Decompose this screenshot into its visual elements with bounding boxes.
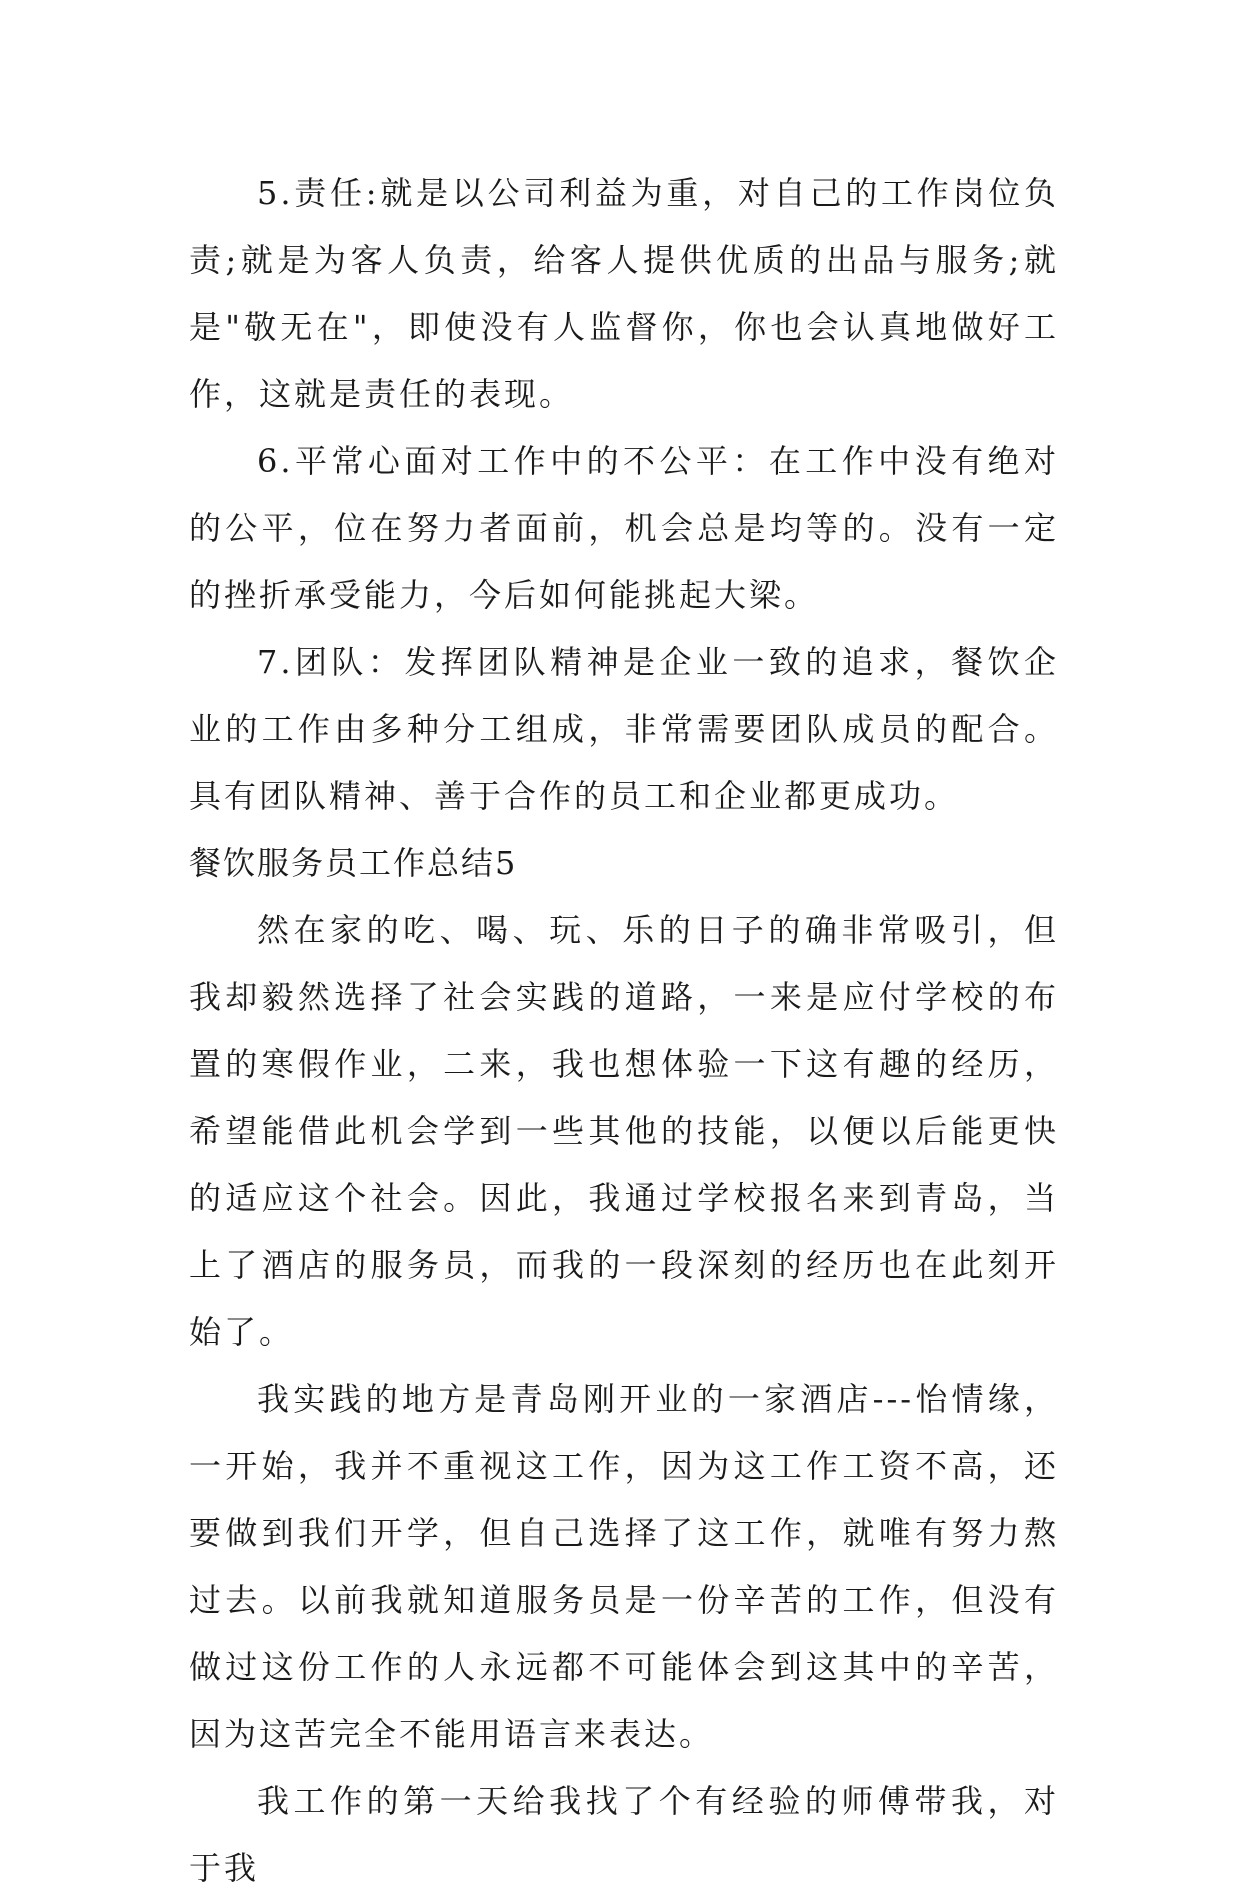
paragraph-intro: 然在家的吃、喝、玩、乐的日子的确非常吸引，但我却毅然选择了社会实践的道路，一来是应付学校的布置的寒假作业，二来，我也想体验一下这有趣的经历，希望能借此机会学到一些其他的技能，以便以后能更快的适应这个社会。因此，我通过学校报名来到青岛，当上了酒店的服务员，而我的一段深刻的经历也在此刻开始了。 (189, 911, 1059, 1351)
section-heading: 餐饮服务员工作总结5 (189, 844, 518, 882)
paragraph-fairness: 6.平常心面对工作中的不公平：在工作中没有绝对的公平，位在努力者面前，机会总是均等的。没有一定的挫折承受能力，今后如何能挑起大梁。 (189, 442, 1059, 614)
document-body (189, 160, 1059, 1902)
paragraph-teamwork: 7.团队：发挥团队精神是企业一致的追求，餐饮企业的工作由多种分工组成，非常需要团队成员的配合。具有团队精神、善于合作的员工和企业都更成功。 (189, 643, 1059, 815)
paragraph-workplace: 我实践的地方是青岛刚开业的一家酒店---怡情缘，一开始，我并不重视这工作，因为这工作工资不高，还要做到我们开学，但自己选择了这工作，就唯有努力熬过去。以前我就知道服务员是一份辛苦的工作，但没有做过这份工作的人永远都不可能体会到这其中的辛苦，因为这苦完全不能用语言来表达。 (189, 1380, 1059, 1753)
paragraph-first-day: 我工作的第一天给我找了个有经验的师傅带我，对于我 (189, 1782, 1059, 1887)
paragraph-responsibility: 5.责任:就是以公司利益为重，对自己的工作岗位负责;就是为客人负责，给客人提供优质的出品与服务;就是"敬无在"，即使没有人监督你，你也会认真地做好工作，这就是责任的表现。 (189, 174, 1059, 413)
